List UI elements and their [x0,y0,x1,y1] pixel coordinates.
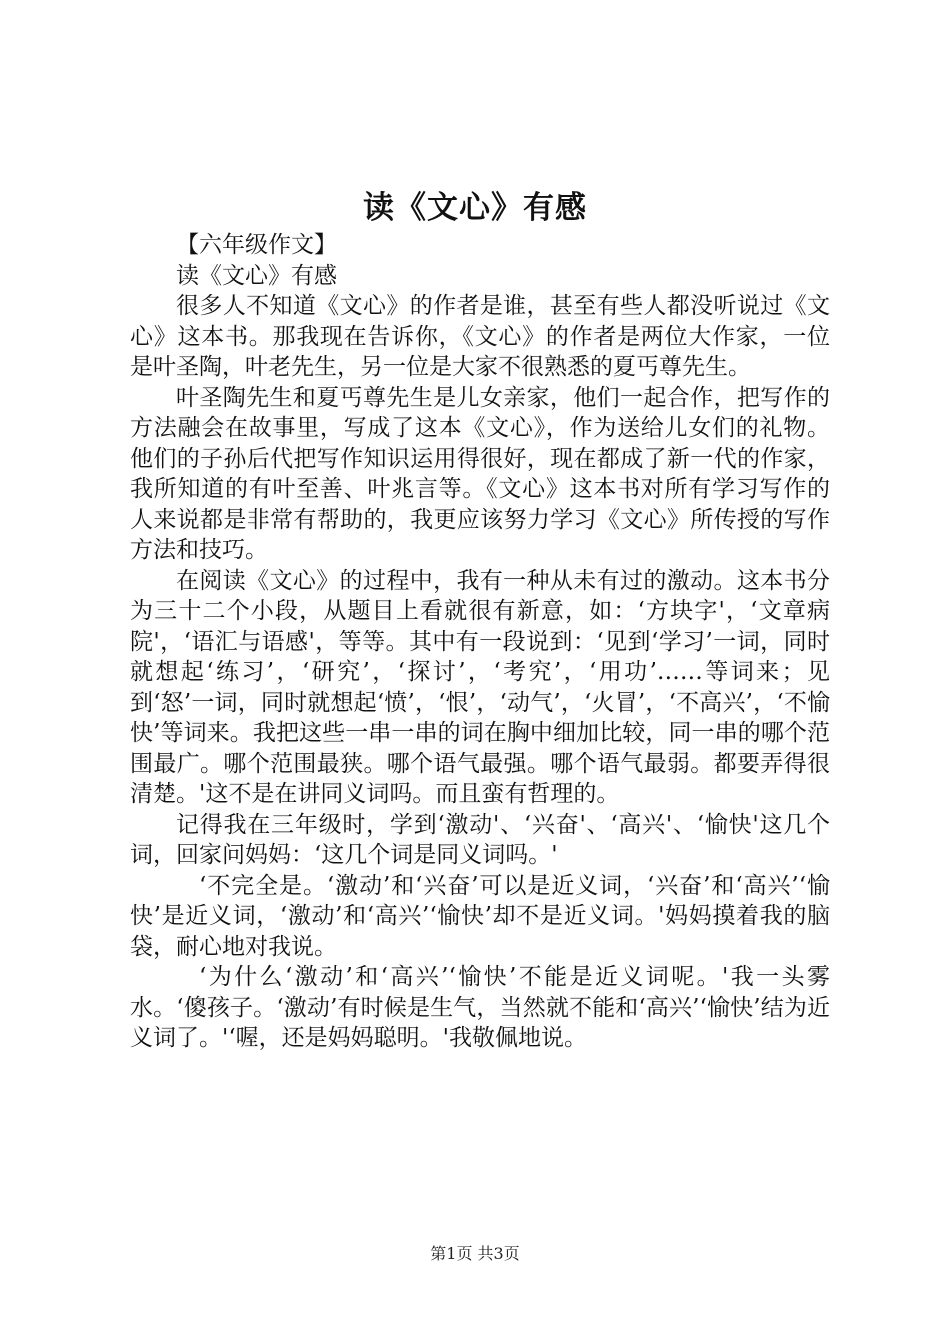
essay-heading: 读《文心》有感 [176,262,337,289]
page-footer: 第1页 共3页 [430,1244,520,1263]
paragraph-2: 叶圣陶先生和夏丐尊先生是儿女亲家，他们一起合作，把写作的方法融会在故事里，写成了这本《文心》，作为送给儿女们的礼物。他们的子孙后代把写作知识运用得很好，现在都成了新一代的作家，我所知道的有叶至善、叶兆言等。《文心》这本书对所有学习写作的人来说都是非常有帮助的，我更应该努力学习《文心》所传授的写作方法和技巧。 [130,384,830,563]
paragraph-5: ‘不完全是。‘激动’和‘兴奋’可以是近义词，‘兴奋’和‘高兴’‘愉快’是近义词，‘激动’和‘高兴’‘愉快’却不是近义词。'妈妈摸着我的脑袋，耐心地对我说。 [130,872,830,960]
paragraph-6: ‘为什么‘激动’和‘高兴’‘愉快’不能是近义词呢。'我一头雾水。‘傻孩子。‘激动’有时候是生气，当然就不能和‘高兴’‘愉快’结为近义词了。'‘喔，还是妈妈聪明。'我敬佩地说。 [130,964,830,1051]
paragraph-1: 很多人不知道《文心》的作者是谁，甚至有些人都没听说过《文心》这本书。那我现在告诉你，《文心》的作者是两位大作家，一位是叶圣陶，叶老先生，另一位是大家不很熟悉的夏丐尊先生。 [130,293,830,380]
document-title: 读《文心》有感 [363,190,587,226]
document-body [130,230,830,1054]
category-line: 【六年级作文】 [176,232,337,258]
paragraph-3: 在阅读《文心》的过程中，我有一种从未有过的激动。这本书分为三十二个小段，从题目上看就很有新意，如：‘方块字'，‘文章病院'，‘语汇与语感'，等等。其中有一段说到：‘见到‘学习’一词，同时就想起‘练习’，‘研究’，‘探讨’，‘考究’，‘用功’……等词来；见到‘怒’一词，同时就想起‘愤’，‘恨’，‘动气’，‘火冒’，‘不高兴’，‘不愉快’等词来。我把这些一串一串的词在胸中细加比较，同一串的哪个范围最广。哪个范围最狭。哪个语气最强。哪个语气最弱。都要弄得很清楚。'这不是在讲同义词吗。而且蛮有哲理的。 [130,567,830,807]
paragraph-4: 记得我在三年级时，学到‘激动'、‘兴奋'、‘高兴'、‘愉快'这几个词，回家问妈妈：‘这几个词是同义词吗。' [130,811,830,868]
